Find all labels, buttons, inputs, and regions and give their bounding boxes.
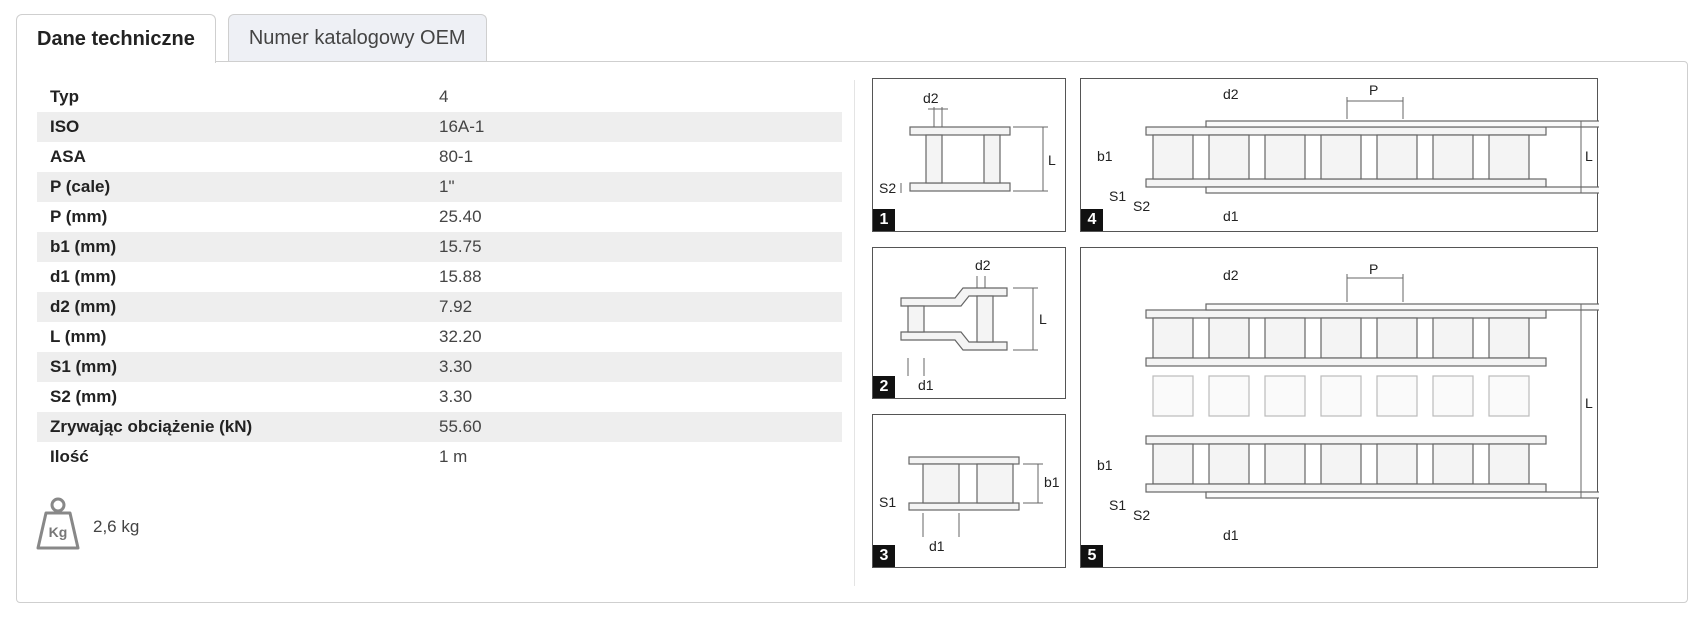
spec-key: S2 (mm) [50,387,118,406]
weight-info [35,496,139,552]
spec-key: ISO [50,117,80,136]
figure-badge: 4 [1081,209,1103,231]
spec-row [37,82,842,112]
dim-label-d1: d1 [1223,208,1239,224]
tab-bar [16,14,499,62]
spec-row [37,322,842,352]
divider [854,80,855,586]
spec-row [37,292,842,322]
chain-figure-4 [1080,78,1598,232]
dim-label-l: L [1039,311,1047,327]
dim-label-s1: S1 [1109,497,1127,513]
chain-figure-1 [872,78,1066,232]
dim-label-d2: d2 [923,90,939,106]
chain-drawing-5 [1081,248,1599,569]
dim-label-s2: S2 [1133,507,1151,523]
figure-badge: 3 [873,545,895,567]
weight-value: 2,6 kg [93,517,140,536]
figure-badge: 2 [873,376,895,398]
dim-label-l: L [1585,395,1593,411]
dim-label-p: P [1369,261,1379,277]
spec-value: 16A-1 [439,117,485,136]
dim-label-s1: S1 [1109,188,1127,204]
dim-label-d1: d1 [918,377,934,393]
spec-value: 1" [439,177,455,196]
spec-value: 1 m [439,447,468,466]
chain-drawing-1 [873,79,1067,233]
chain-figure-5 [1080,247,1598,568]
dim-label-d2: d2 [1223,86,1239,102]
spec-key: L (mm) [50,327,107,346]
dim-label-d2: d2 [975,257,991,273]
spec-row [37,412,842,442]
spec-key: Ilość [50,447,89,466]
spec-value: 80-1 [439,147,474,166]
dim-label-p: P [1369,82,1379,98]
tab-dane-techniczne[interactable]: Dane techniczne [16,14,216,63]
spec-value: 15.88 [439,267,482,286]
dim-label-b1: b1 [1044,474,1060,490]
dim-label-s2: S2 [1133,198,1151,214]
dim-label-l: L [1048,152,1056,168]
dim-label-d1: d1 [929,538,945,554]
spec-row [37,382,842,412]
spec-row [37,112,842,142]
chain-drawing-4 [1081,79,1599,233]
weight-kg-icon [35,496,81,552]
spec-key: S1 (mm) [50,357,118,376]
spec-key: Zrywając obciążenie (kN) [50,417,253,436]
dim-label-s1: S1 [879,494,897,510]
spec-key: b1 (mm) [50,237,117,256]
spec-value: 25.40 [439,207,482,226]
spec-key: ASA [50,147,86,166]
spec-row [37,142,842,172]
spec-value: 32.20 [439,327,482,346]
spec-value: 55.60 [439,417,482,436]
spec-value: 7.92 [439,297,473,316]
spec-value: 3.30 [439,387,473,406]
spec-table [37,82,842,472]
spec-value: 3.30 [439,357,473,376]
spec-row [37,172,842,202]
dim-label-d1: d1 [1223,527,1239,543]
spec-row [37,442,842,472]
dim-label-b1: b1 [1097,148,1113,164]
spec-row [37,352,842,382]
chain-figure-3 [872,414,1066,568]
spec-value: 15.75 [439,237,482,256]
chain-drawing-2 [873,248,1067,400]
chain-drawing-3 [873,415,1067,569]
spec-key: d2 (mm) [50,297,117,316]
dim-label-d2: d2 [1223,267,1239,283]
spec-row [37,232,842,262]
spec-row [37,262,842,292]
dim-label-l: L [1585,148,1593,164]
dim-label-s2: S2 [879,180,897,196]
dim-label-b1: b1 [1097,457,1113,473]
tab-panel [16,61,1688,603]
chain-figure-2 [872,247,1066,399]
spec-value: 4 [439,87,449,106]
figure-badge: 1 [873,209,895,231]
spec-key: P (mm) [50,207,108,226]
spec-key: Typ [50,87,79,106]
spec-key: P (cale) [50,177,111,196]
spec-row [37,202,842,232]
tab-numer-katalogowy-oem[interactable]: Numer katalogowy OEM [228,14,487,62]
spec-key: d1 (mm) [50,267,117,286]
figure-badge: 5 [1081,545,1103,567]
weight-icon-text: Kg [48,524,68,540]
